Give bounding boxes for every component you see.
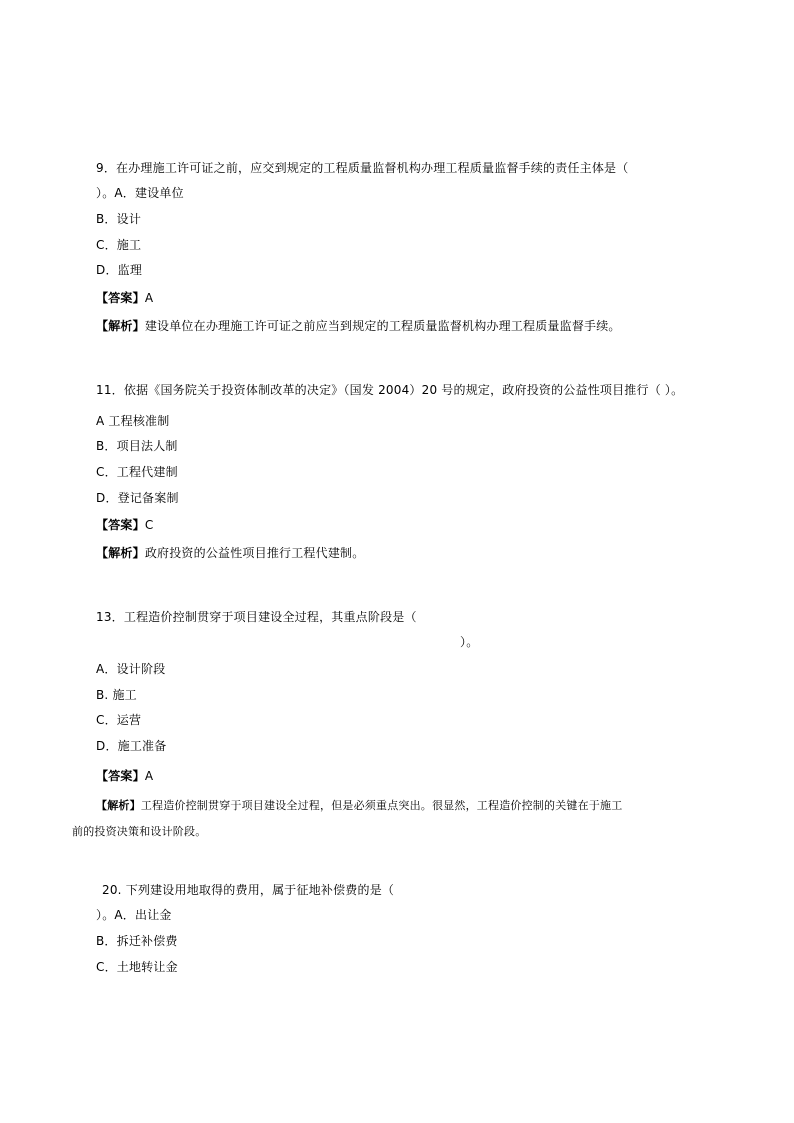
question-13-answer [96,768,153,784]
question-13-stem-cont: ）。 [460,635,479,649]
question-9-analysis [96,318,621,334]
analysis-text: 工程造价控制贯穿于项目建设全过程，但是必须重点突出。很显然，工程造价控制的关键在于施工 [140,799,623,812]
answer-label: 【答案】 [96,518,145,532]
question-20-option-b: B．拆迁补偿费 [96,934,178,948]
question-20-stem: 20. 下列建设用地取得的费用，属于征地补偿费的是（ [102,883,395,897]
analysis-label: 【解析】 [96,546,145,560]
question-11-answer [96,517,153,533]
answer-value: A [144,769,154,783]
analysis-text: 政府投资的公益性项目推行工程代建制。 [144,546,365,560]
answer-label: 【答案】 [96,291,145,305]
answer-value: A [144,291,154,305]
question-9-answer [96,290,153,306]
question-13-option-a: A．设计阶段 [96,662,166,676]
analysis-label: 【解析】 [96,319,145,333]
question-20-option-c: C．土地转让金 [96,960,178,974]
question-11-option-a: A 工程核准制 [96,414,170,428]
question-20-option-a: ）。A．出让金 [96,908,172,922]
question-9-option-a: ）。A．建设单位 [96,186,184,200]
question-9-option-c: C．施工 [96,238,142,252]
answer-label: 【答案】 [96,769,145,783]
answer-value: C [144,518,154,532]
question-9-option-d: D．监理 [96,263,143,277]
question-13-option-b: B. 施工 [96,688,137,702]
question-11-option-b: B．项目法人制 [96,439,178,453]
question-13-analysis [96,798,622,814]
question-11-option-c: C．工程代建制 [96,465,178,479]
question-13-option-c: C．运营 [96,713,142,727]
analysis-label: 【解析】 [96,799,141,812]
question-11-option-d: D．登记备案制 [96,491,179,505]
analysis-text: 建设单位在办理施工许可证之前应当到规定的工程质量监督机构办理工程质量监督手续。 [144,319,621,333]
question-13-analysis-cont: 前的投资决策和设计阶段。 [72,825,207,838]
question-9-option-b: B．设计 [96,212,142,226]
question-11-analysis [96,545,364,561]
question-11-stem: 11．依据《国务院关于投资体制改革的决定》（国发 2004）20 号的规定，政府投资的公益性项目推行（ ）。 [96,383,684,397]
question-13-stem: 13．工程造价控制贯穿于项目建设全过程，其重点阶段是（ [96,610,417,624]
question-13-option-d: D．施工准备 [96,739,167,753]
question-9-stem: 9．在办理施工许可证之前，应交到规定的工程质量监督机构办理工程质量监督手续的责任主体是（ [96,161,629,175]
